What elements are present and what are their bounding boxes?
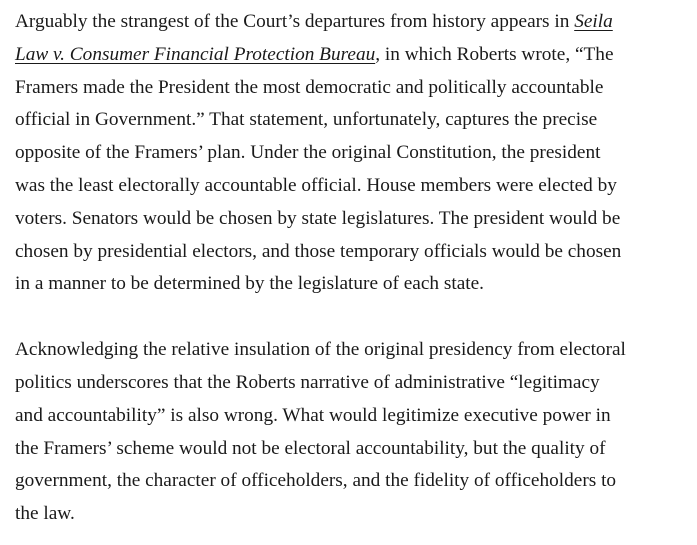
case-citation-link[interactable]: Seila xyxy=(574,11,613,32)
paragraph-line: the Framers’ scheme would not be electoral accountability, but the quality of xyxy=(15,437,606,459)
paragraph-line: the law. xyxy=(15,503,75,525)
paragraph-line: was the least electorally accountable official. House members were elected by xyxy=(15,174,617,196)
paragraph-line: opposite of the Framers’ plan. Under the original Constitution, the president xyxy=(15,142,601,164)
paragraph-line: government, the character of officeholders, and the fidelity of officeholders to xyxy=(15,470,617,492)
line-text: , in which Roberts wrote, “The xyxy=(375,43,614,65)
paragraph-line: Acknowledging the relative insulation of the original presidency from electoral xyxy=(15,339,626,361)
paragraph-line: Framers made the President the most democratic and politically accountable xyxy=(15,76,604,98)
paragraph-line: in a manner to be determined by the legislature of each state. xyxy=(15,273,484,295)
line-text: Arguably the strangest of the Court’s departures from history appears in xyxy=(15,11,575,32)
paragraph-1 xyxy=(15,6,687,301)
paragraph-line: voters. Senators would be chosen by state legislatures. The president would be xyxy=(15,207,621,229)
paragraph-2 xyxy=(15,334,687,531)
paragraph-line: and accountability” is also wrong. What would legitimize executive power in xyxy=(15,404,611,426)
paragraph-line: official in Government.” That statement, unfortunately, captures the precise xyxy=(15,109,598,131)
case-citation-link[interactable]: Law v. Consumer Financial Protection Bureau xyxy=(15,43,376,65)
paragraph-line: politics underscores that the Roberts narrative of administrative “legitimacy xyxy=(15,371,600,393)
paragraph-line: chosen by presidential electors, and those temporary officials would be chosen xyxy=(15,240,622,262)
paragraph-line xyxy=(15,39,687,72)
paragraph-line xyxy=(15,6,687,39)
